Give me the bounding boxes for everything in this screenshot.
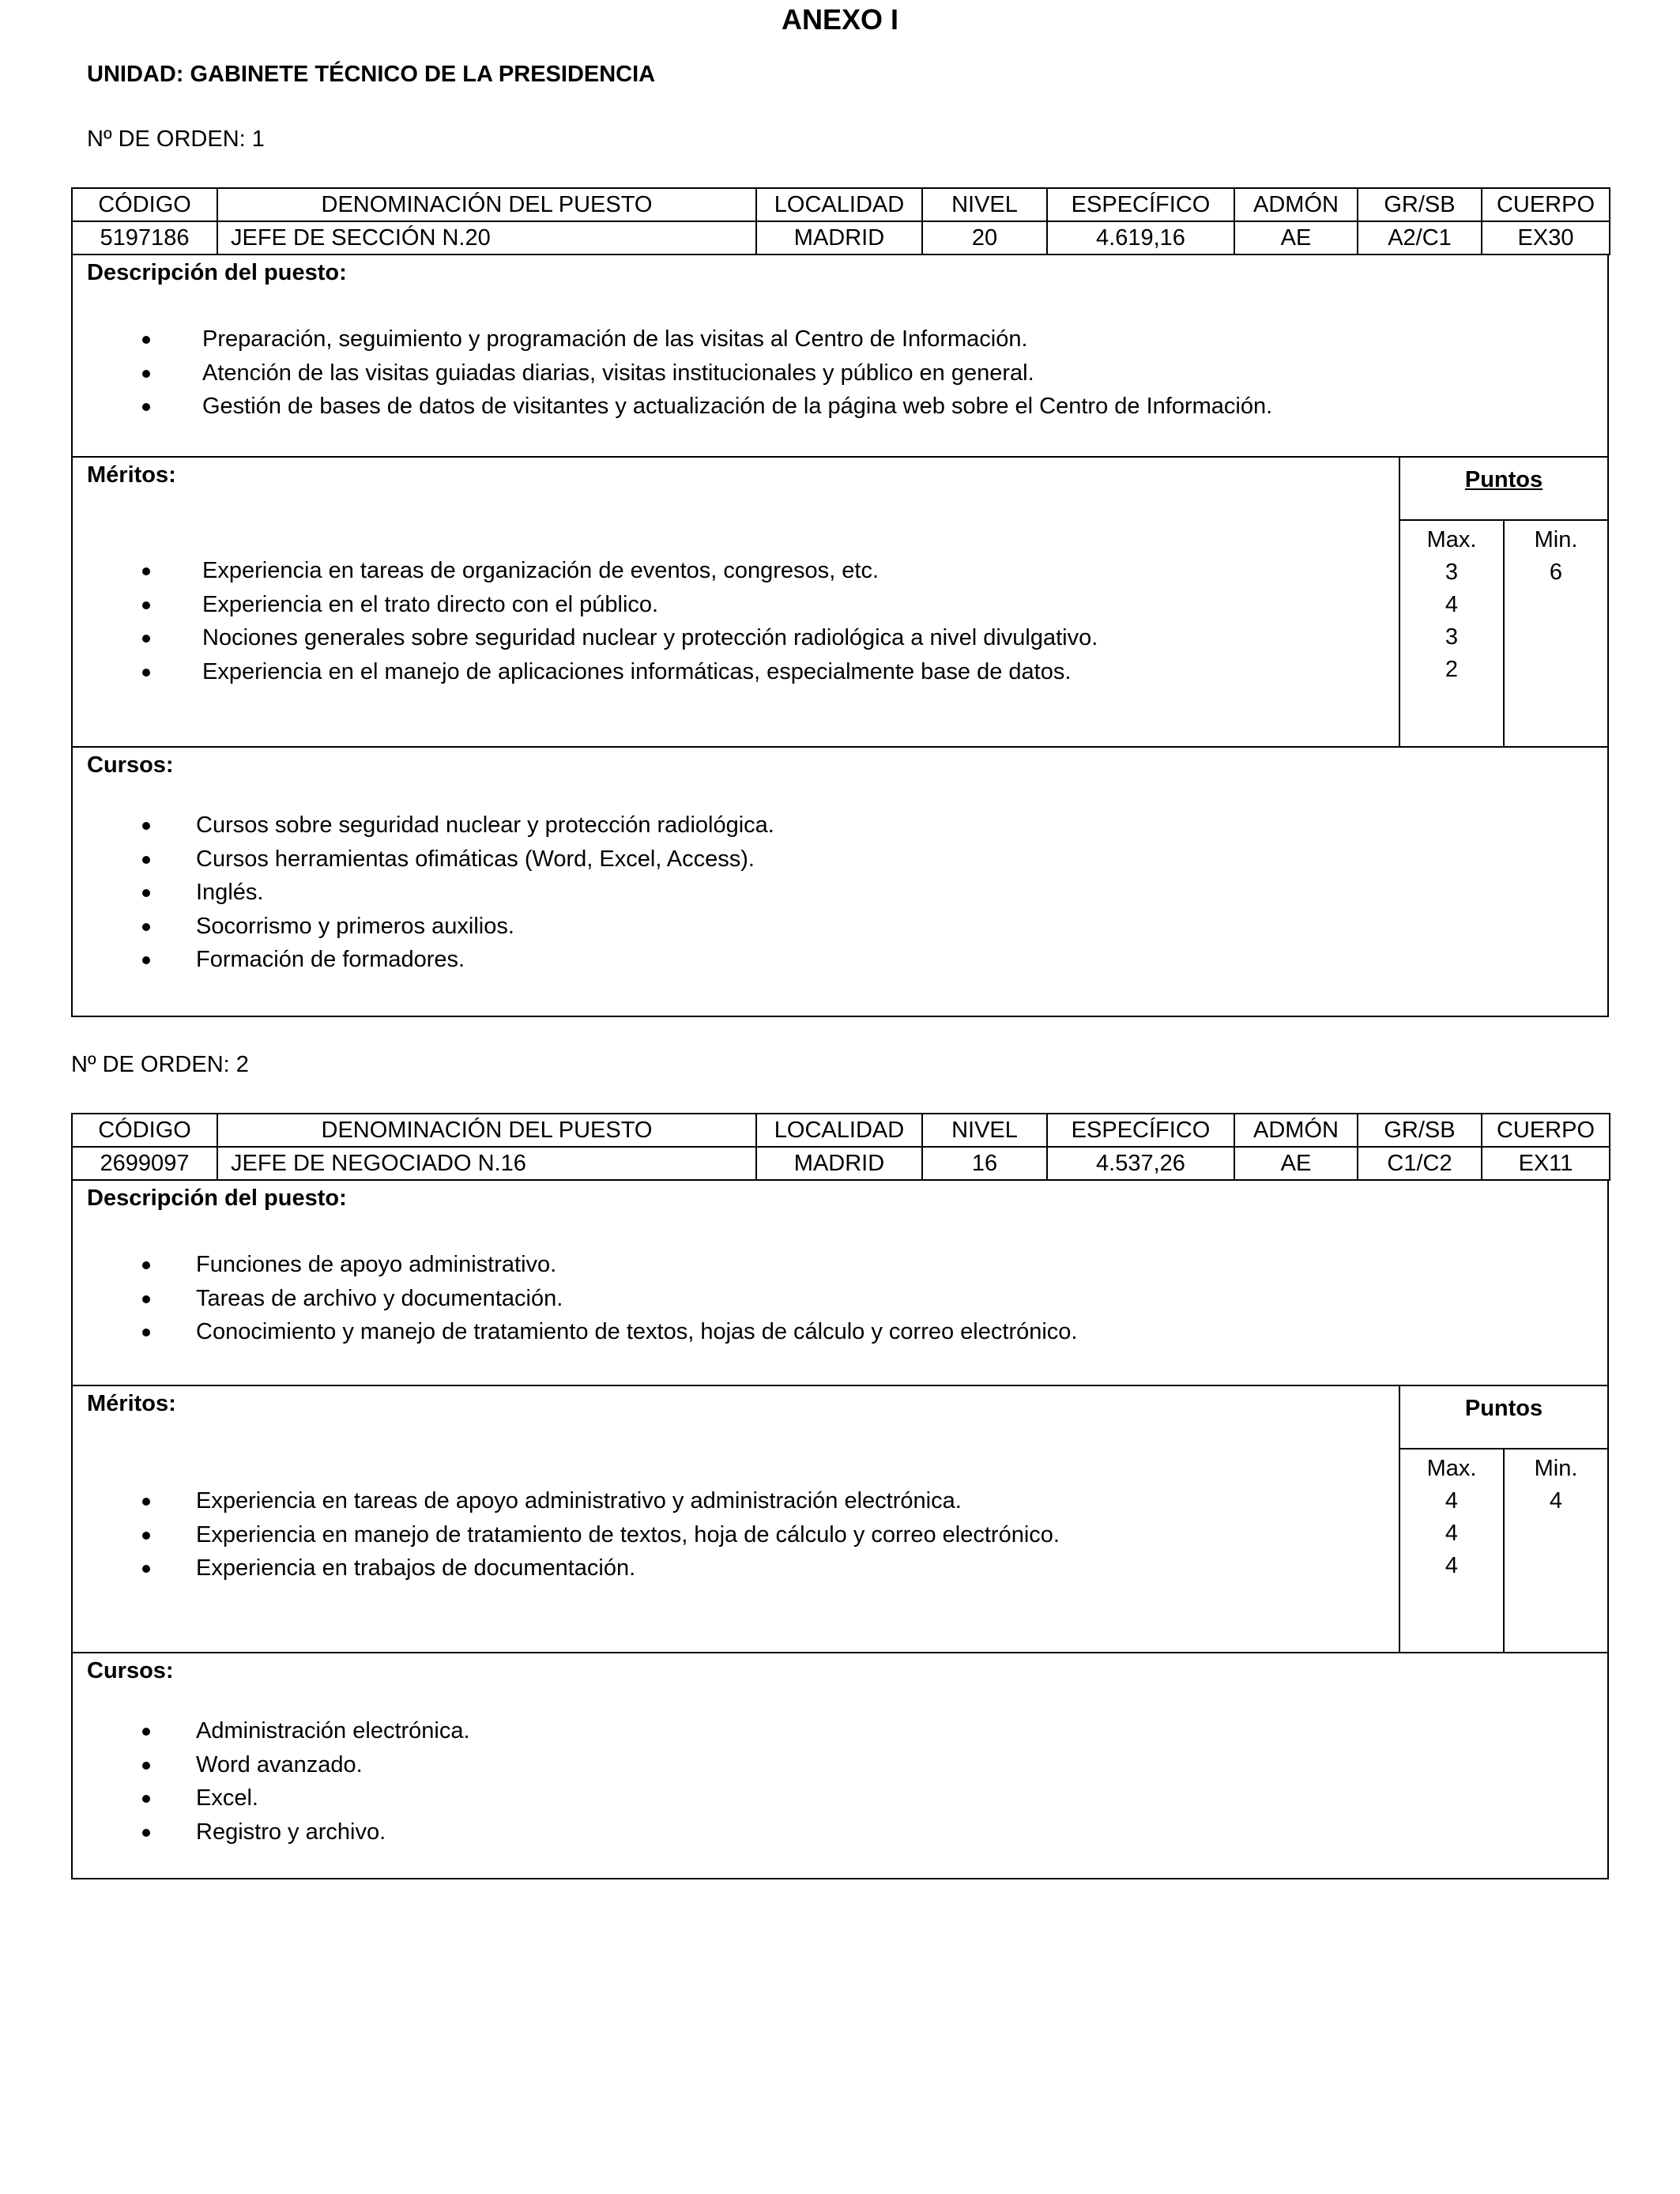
descripcion-list (142, 1248, 1077, 1349)
list-item: Socorrismo y primeros auxilios. (142, 910, 774, 944)
header-row (72, 1114, 1610, 1147)
column-header: DENOMINACIÓN DEL PUESTO (217, 188, 756, 221)
section-label: Descripción del puesto: (87, 1186, 347, 1211)
admon-cell: AE (1234, 1147, 1358, 1180)
column-header: GR/SB (1358, 188, 1482, 221)
min-value: 6 (1549, 560, 1563, 585)
puntos-columns (1400, 521, 1607, 746)
cursos-list (142, 1714, 470, 1849)
column-header: CUERPO (1482, 188, 1610, 221)
puntos-columns (1400, 1449, 1607, 1652)
grsb-cell: A2/C1 (1358, 221, 1482, 254)
min-label: Min. (1534, 1456, 1578, 1481)
descripcion-list (142, 322, 1272, 424)
job-block (71, 187, 1609, 1017)
list-item: Registro y archivo. (142, 1815, 470, 1849)
job-row (72, 221, 1610, 254)
column-header: LOCALIDAD (756, 188, 922, 221)
section-label: Cursos: (87, 1658, 174, 1683)
unidad-heading: UNIDAD: GABINETE TÉCNICO DE LA PRESIDENCIA (87, 62, 656, 87)
denominacion-cell: JEFE DE SECCIÓN N.20 (217, 221, 756, 254)
column-header: ADMÓN (1234, 1114, 1358, 1147)
min-label: Min. (1534, 527, 1578, 552)
list-item: Conocimiento y manejo de tratamiento de textos, hojas de cálculo y correo electrónico. (142, 1315, 1077, 1349)
cursos-list (142, 809, 774, 977)
column-header: CÓDIGO (72, 1114, 217, 1147)
header-row (72, 188, 1610, 221)
meritos-list (142, 1484, 1060, 1585)
list-item: Word avanzado. (142, 1748, 470, 1782)
list-item: Administración electrónica. (142, 1714, 470, 1748)
list-item: Cursos herramientas ofimáticas (Word, Excel, Access). (142, 843, 774, 876)
meritos-section (71, 1386, 1609, 1653)
list-item: Experiencia en el trato directo con el público. (142, 588, 1098, 622)
puntos-heading: Puntos (1400, 458, 1607, 521)
job-header-table (71, 187, 1610, 255)
job-block (71, 1113, 1609, 1879)
max-value: 3 (1445, 624, 1459, 650)
nivel-cell: 20 (922, 221, 1047, 254)
list-item: Atención de las visitas guiadas diarias, visitas institucionales y público en general. (142, 356, 1272, 390)
especifico-cell: 4.619,16 (1047, 221, 1234, 254)
min-column (1505, 1449, 1607, 1652)
column-header: GR/SB (1358, 1114, 1482, 1147)
list-item: Experiencia en el manejo de aplicaciones informáticas, especialmente base de datos. (142, 655, 1098, 689)
max-label: Max. (1426, 527, 1477, 552)
list-item: Formación de formadores. (142, 943, 774, 977)
list-item: Experiencia en tareas de apoyo administrativo y administración electrónica. (142, 1484, 1060, 1518)
localidad-cell: MADRID (756, 1147, 922, 1180)
list-item: Experiencia en manejo de tratamiento de textos, hoja de cálculo y correo electrónico. (142, 1518, 1060, 1552)
document-title: ANEXO I (781, 3, 899, 36)
nivel-cell: 16 (922, 1147, 1047, 1180)
max-value: 4 (1445, 592, 1459, 617)
max-value: 4 (1445, 1488, 1459, 1514)
admon-cell: AE (1234, 221, 1358, 254)
codigo-cell: 2699097 (72, 1147, 217, 1180)
job-row (72, 1147, 1610, 1180)
max-value: 3 (1445, 560, 1459, 585)
column-header: DENOMINACIÓN DEL PUESTO (217, 1114, 756, 1147)
column-header: ESPECÍFICO (1047, 188, 1234, 221)
cursos-section (71, 748, 1609, 1017)
descripcion-section (71, 1181, 1609, 1386)
especifico-cell: 4.537,26 (1047, 1147, 1234, 1180)
column-header: NIVEL (922, 1114, 1047, 1147)
list-item: Nociones generales sobre seguridad nuclear y protección radiológica a nivel divulgativo. (142, 621, 1098, 655)
column-header: LOCALIDAD (756, 1114, 922, 1147)
list-item: Experiencia en trabajos de documentación. (142, 1551, 1060, 1585)
meritos-section (71, 458, 1609, 748)
meritos-list-area (73, 1386, 1400, 1652)
column-header: CUERPO (1482, 1114, 1610, 1147)
section-label: Cursos: (87, 752, 174, 778)
list-item: Tareas de archivo y documentación. (142, 1282, 1077, 1316)
puntos-area (1400, 1386, 1607, 1652)
cuerpo-cell: EX30 (1482, 221, 1610, 254)
section-label: Descripción del puesto: (87, 260, 347, 285)
cursos-section (71, 1653, 1609, 1879)
orden-number: Nº DE ORDEN: 1 (87, 126, 265, 152)
column-header: ESPECÍFICO (1047, 1114, 1234, 1147)
max-label: Max. (1426, 1456, 1477, 1481)
column-header: CÓDIGO (72, 188, 217, 221)
list-item: Gestión de bases de datos de visitantes y actualización de la página web sobre el Centro de Información. (142, 390, 1272, 424)
grsb-cell: C1/C2 (1358, 1147, 1482, 1180)
max-value: 4 (1445, 1521, 1459, 1546)
orden-number: Nº DE ORDEN: 2 (71, 1052, 249, 1077)
max-column (1400, 1449, 1505, 1652)
denominacion-cell: JEFE DE NEGOCIADO N.16 (217, 1147, 756, 1180)
max-value: 2 (1445, 657, 1459, 682)
meritos-list-area (73, 458, 1400, 746)
puntos-area (1400, 458, 1607, 746)
column-header: NIVEL (922, 188, 1047, 221)
list-item: Preparación, seguimiento y programación de las visitas al Centro de Información. (142, 322, 1272, 356)
max-value: 4 (1445, 1553, 1459, 1578)
codigo-cell: 5197186 (72, 221, 217, 254)
column-header: ADMÓN (1234, 188, 1358, 221)
max-column (1400, 521, 1505, 746)
section-label: Méritos: (87, 462, 176, 488)
cuerpo-cell: EX11 (1482, 1147, 1610, 1180)
list-item: Experiencia en tareas de organización de eventos, congresos, etc. (142, 554, 1098, 588)
localidad-cell: MADRID (756, 221, 922, 254)
puntos-heading: Puntos (1400, 1386, 1607, 1449)
section-label: Méritos: (87, 1391, 176, 1416)
meritos-list (142, 554, 1098, 688)
min-column (1505, 521, 1607, 746)
min-value: 4 (1549, 1488, 1563, 1514)
job-header-table (71, 1113, 1610, 1181)
list-item: Inglés. (142, 876, 774, 910)
list-item: Funciones de apoyo administrativo. (142, 1248, 1077, 1282)
list-item: Excel. (142, 1781, 470, 1815)
list-item: Cursos sobre seguridad nuclear y protección radiológica. (142, 809, 774, 843)
descripcion-section (71, 255, 1609, 458)
